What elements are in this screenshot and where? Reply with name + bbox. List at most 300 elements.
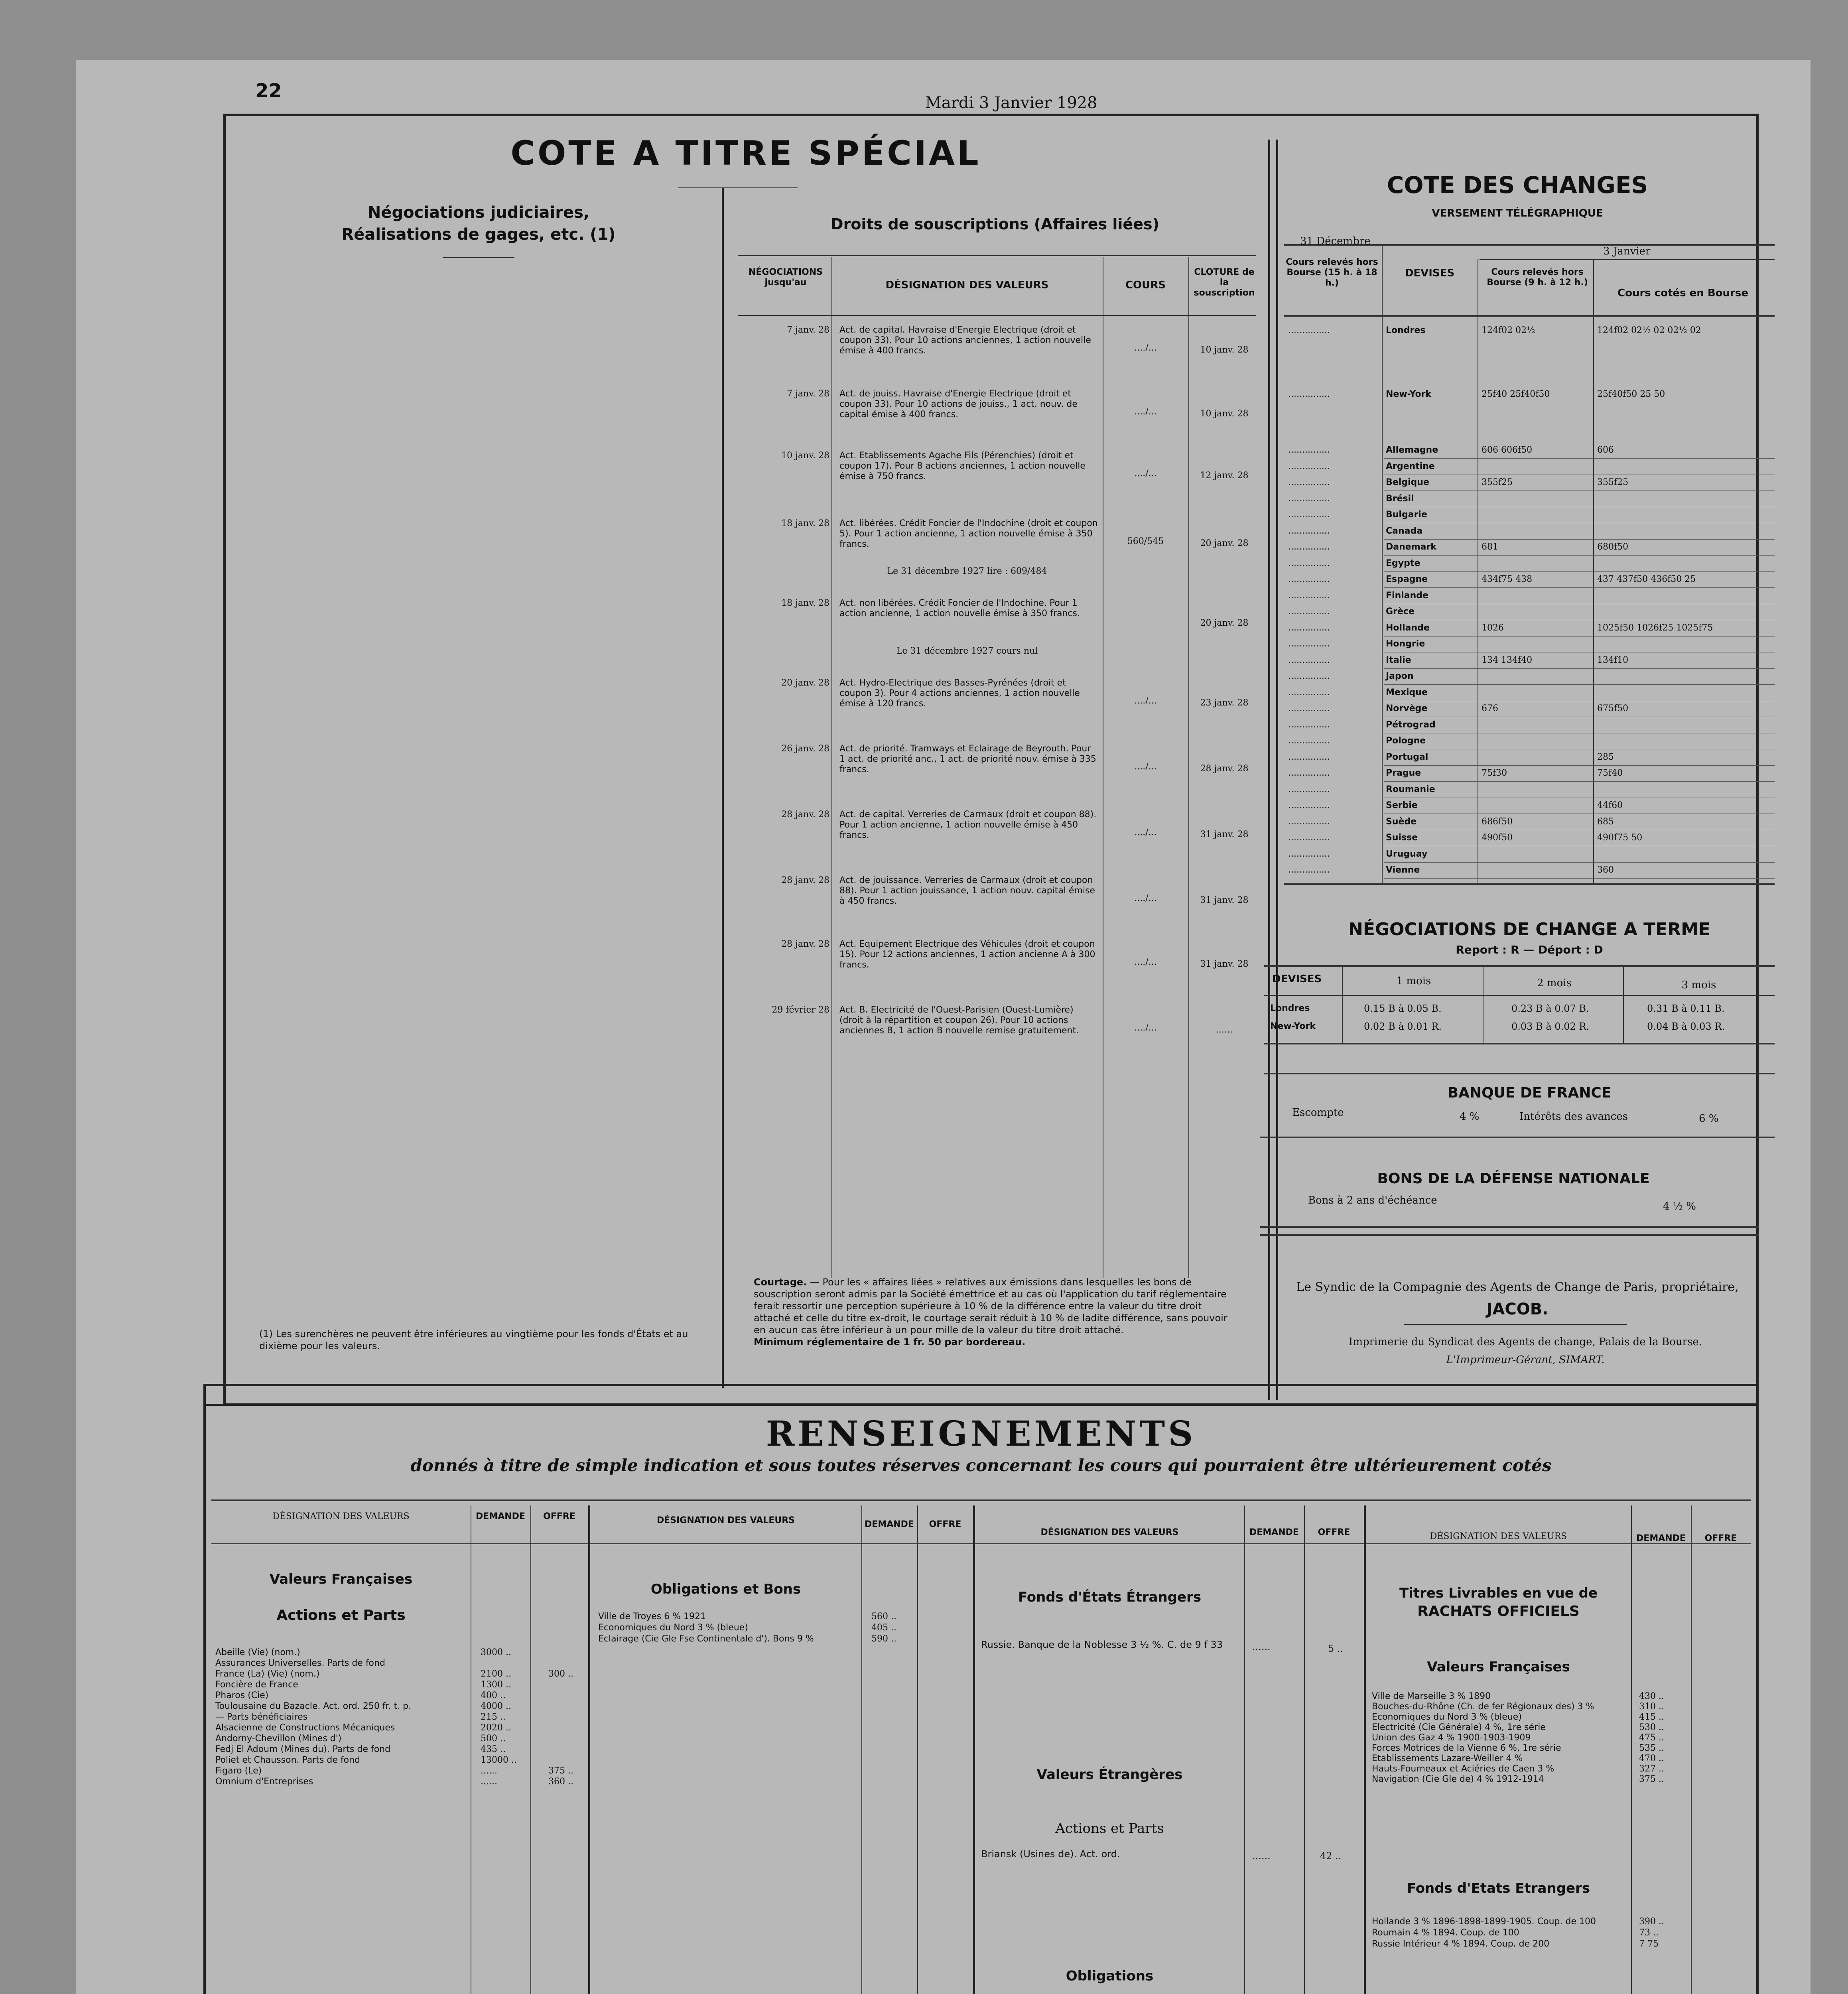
row-devise: Belgique [1386, 477, 1429, 487]
row-date: 28 janv. 28 [781, 875, 829, 885]
row-designation: Act. de capital. Verreries de Carmaux (droit et coupon 88). Pour 1 action ancienne, 1 action nouvelle émise à 450 francs. [839, 810, 1097, 840]
row-rule [1384, 765, 1775, 766]
row-devise: Hongrie [1386, 639, 1425, 649]
row-demande: 560 .. [871, 1612, 896, 1622]
row-devise: Grèce [1386, 607, 1415, 617]
col-header: DÉSIGNATION DES VALEURS [1040, 1527, 1179, 1537]
col-header: OFFRE [1704, 1533, 1737, 1543]
row-name: Union des Gaz 4 % 1900-1903-1909 [1372, 1733, 1531, 1743]
rule [1264, 1073, 1775, 1074]
row-hors-prev: ............... [1288, 719, 1330, 730]
footnote: (1) Les surenchères ne peuvent être inférieures au vingtième pour les fonds d'États et au dixième pour les valeurs. [259, 1328, 688, 1352]
bons-title: BONS DE LA DÉFENSE NATIONALE [1377, 1170, 1650, 1187]
row-hors-prev: ............... [1288, 768, 1330, 778]
rule [1284, 315, 1775, 317]
row-rule [1384, 781, 1775, 782]
row-devise: Norvège [1386, 703, 1428, 713]
rule [1404, 1324, 1627, 1325]
row-demande: 4000 .. [481, 1701, 511, 1711]
col-rule [588, 1505, 590, 1994]
row-demande: 375 .. [1639, 1774, 1664, 1784]
row-cours: ..../... [1134, 469, 1157, 479]
row-cours: ..../... [1134, 696, 1157, 706]
row-rule [1384, 458, 1775, 459]
row-hors-prev: ............... [1288, 542, 1330, 552]
rule [1260, 1137, 1775, 1138]
row-cloture: 20 janv. 28 [1200, 618, 1249, 628]
group-title: Valeurs Étrangères [1036, 1767, 1183, 1783]
col-header: DEMANDE [476, 1511, 525, 1521]
row-cloture: 10 janv. 28 [1200, 409, 1249, 419]
row-rule [1384, 878, 1775, 879]
courtage-min: Minimum réglementaire de 1 fr. 50 par bordereau. [754, 1336, 1026, 1348]
row-cloture: 20 janv. 28 [1200, 538, 1249, 548]
row-name: Omnium d'Entreprises [215, 1777, 313, 1787]
row-hors: 676 [1482, 703, 1498, 713]
row-devise: Mexique [1386, 687, 1428, 698]
row-name: Assurances Universelles. Parts de fond [215, 1658, 385, 1668]
col-rule [1364, 1505, 1366, 1994]
row-date: 28 janv. 28 [781, 810, 829, 820]
row-designation: Act. non libérées. Crédit Foncier de l'Indochine. Pour 1 action ancienne, 1 action nouvelle émise à 350 francs. [839, 598, 1080, 619]
col-header: DÉSIGNATION DES VALEURS [885, 279, 1049, 291]
row-devise: Uruguay [1386, 849, 1428, 859]
col-rule [917, 1505, 918, 1994]
section-title: COTE A TITRE SPÉCIAL [510, 134, 981, 173]
row-devise: Danemark [1386, 542, 1436, 552]
row-name: Eclairage (Cie Gle Fse Continentale d'). Bons 9 % [598, 1634, 814, 1644]
col-rule [1382, 245, 1383, 883]
row-devise: Prague [1386, 768, 1421, 778]
row-cloture: 31 janv. 28 [1200, 895, 1249, 905]
row-hors-prev: ............... [1288, 687, 1330, 698]
row-date: 7 janv. 28 [787, 389, 829, 399]
row-name: Pharos (Cie) [215, 1691, 269, 1700]
col-rule [530, 1505, 531, 1994]
row-name: France (La) (Vie) (nom.) [215, 1669, 320, 1679]
row-m1: 0.15 B à 0.05 B. [1364, 1003, 1442, 1014]
row-name: Economiques du Nord 3 % (bleue) [598, 1623, 748, 1633]
droits-title: Droits de souscriptions (Affaires liées) [831, 215, 1159, 233]
row-cloture: 31 janv. 28 [1200, 830, 1249, 839]
row-offre: 360 .. [548, 1777, 573, 1787]
row-hors: 1026 [1482, 623, 1504, 633]
row-date: 7 janv. 28 [787, 325, 829, 335]
changes-subtitle: VERSEMENT TÉLÉGRAPHIQUE [1432, 207, 1603, 219]
col-header: Cours cotés en Bourse [1617, 287, 1748, 299]
row-designation: Act. Equipement Electrique des Véhicules (droit et coupon 15). Pour 12 actions anciennes, 1 action ancienne A à 300 francs. [839, 939, 1095, 970]
row-m2: 0.23 B à 0.07 B. [1511, 1003, 1589, 1014]
row-name: Hollande 3 % 1896-1898-1899-1905. Coup. de 100 [1372, 1917, 1596, 1927]
row-hors: 134 134f40 [1482, 655, 1533, 665]
renseignements-title: RENSEIGNEMENTS [766, 1414, 1196, 1454]
row-demande: 215 .. [481, 1712, 506, 1722]
row-hors-prev: ............... [1288, 833, 1330, 843]
row-hors-prev: ............... [1288, 703, 1330, 713]
col-rule [1342, 966, 1343, 1044]
printer-line: Imprimerie du Syndicat des Agents de change, Palais de la Bourse. [1349, 1336, 1702, 1348]
row-cote: 360 [1597, 865, 1614, 875]
col-header: DEMANDE [865, 1519, 914, 1529]
row-rule [1384, 571, 1775, 572]
row-hors-prev: ............... [1288, 493, 1330, 504]
row-devise: Pétrograd [1386, 719, 1436, 730]
row-hors: 124f02 02½ [1482, 325, 1535, 335]
rule [1260, 1226, 1759, 1228]
group-title: Obligations et Bons [650, 1581, 801, 1597]
row-date: 20 janv. 28 [781, 678, 829, 688]
row-hors-prev: ............... [1288, 510, 1330, 520]
row-demande: 590 .. [871, 1634, 896, 1644]
terme-title: NÉGOCIATIONS DE CHANGE A TERME [1348, 919, 1710, 940]
row-cours: ..../... [1134, 828, 1157, 837]
row-hors-prev: ............... [1288, 752, 1330, 762]
row-devise: Argentine [1386, 461, 1435, 471]
row-hors-prev: ............... [1288, 477, 1330, 487]
group-title: Actions et Parts [276, 1607, 406, 1624]
row-date: 18 janv. 28 [781, 518, 829, 528]
row-name: Etablissements Lazare-Weiller 4 % [1372, 1754, 1523, 1763]
row-rule [1384, 684, 1775, 685]
row-demande: 310 .. [1639, 1702, 1664, 1712]
row-demande: 535 .. [1639, 1743, 1664, 1753]
col-header: DEMANDE [1249, 1527, 1299, 1537]
bons-value: 4 ½ % [1663, 1200, 1696, 1212]
row-cours: 560/545 [1127, 536, 1164, 546]
group-title: Obligations [1066, 1968, 1154, 1984]
row-hors-prev: ............... [1288, 558, 1330, 568]
rule [1480, 259, 1775, 260]
col-header: DÉSIGNATION DES VALEURS [656, 1515, 795, 1525]
courtage-note [754, 1276, 1232, 1348]
row-name: Alsacienne de Constructions Mécaniques [215, 1723, 395, 1733]
banque-title: BANQUE DE FRANCE [1447, 1085, 1612, 1101]
row-name: — Parts bénéficiaires [215, 1712, 308, 1722]
row-devise: Egypte [1386, 558, 1420, 568]
col-header: 3 mois [1681, 979, 1716, 991]
row-demande: 470 .. [1639, 1754, 1664, 1763]
group-title: Valeurs Françaises [269, 1571, 413, 1587]
rule [1260, 1234, 1759, 1236]
row-cote: 685 [1597, 816, 1614, 827]
row-devise: Portugal [1386, 752, 1428, 762]
rule [211, 1543, 1751, 1544]
col-header: DÉSIGNATION DES VALEURS [1430, 1531, 1567, 1541]
page-number: 22 [255, 80, 282, 102]
row-devise: Vienne [1386, 865, 1420, 875]
group-title: Fonds d'Etats Etrangers [1407, 1880, 1590, 1896]
col-header: DÉSIGNATION DES VALEURS [272, 1511, 410, 1521]
col-header: CLOTURE de la souscription [1194, 267, 1255, 298]
row-date: 29 février 28 [772, 1005, 829, 1015]
rule [1264, 1043, 1775, 1044]
row-cloture: 23 janv. 28 [1200, 698, 1249, 708]
row-devise: Suisse [1386, 833, 1418, 843]
row-designation: Act. de capital. Havraise d'Energie Electrique (droit et coupon 33). Pour 10 actions anciennes, 1 action nouvelle émise à 400 francs. [839, 325, 1091, 356]
col-rule [1188, 257, 1189, 1278]
row-name: Foncière de France [215, 1680, 298, 1690]
row-devise: Espagne [1386, 574, 1428, 584]
row-devise: Bulgarie [1386, 510, 1427, 520]
row-cote: 25f40f50 25 50 [1597, 389, 1665, 399]
row-hors-prev: ............... [1288, 526, 1330, 536]
rule [203, 1404, 1759, 1406]
row-demande: 3000 .. [481, 1647, 511, 1657]
row-rule [1384, 539, 1775, 540]
divider [1268, 140, 1270, 1400]
courtage-text: — Pour les « affaires liées » relatives aux émissions dans lesquelles les bons de souscription seront admis par la Société émettrice et au cas où l'application du tarif réglementaire ferait ressortir une perception supérieure à 10 % de la différence entre la valeur du titre droit attaché et celle du titre ex-droit, le courtage serait réduit à 10 % de ladite différence, sans pouvoir en aucun cas être inférieur à un pour mille de la valeur du titre droit attaché. [754, 1277, 1227, 1336]
divider [1276, 140, 1278, 1400]
row-rule [1384, 587, 1775, 588]
group-title: Titres Livrables en vue de [1399, 1585, 1598, 1601]
changes-title: COTE DES CHANGES [1387, 171, 1648, 199]
row-devise: New-York [1386, 389, 1432, 399]
rule [211, 1499, 1751, 1501]
row-cloture: 10 janv. 28 [1200, 345, 1249, 355]
row-offre: 42 .. [1320, 1850, 1342, 1862]
row-demande: ...... [481, 1766, 497, 1776]
row-devise: Japon [1386, 671, 1414, 681]
row-name: Briansk (Usines de). Act. ord. [981, 1848, 1120, 1860]
row-devise: Pologne [1386, 736, 1426, 746]
row-hors-prev: ............... [1288, 784, 1330, 794]
row-hors-prev: ............... [1288, 461, 1330, 471]
row-rule [1384, 862, 1775, 863]
rule [1284, 883, 1775, 885]
row-hors-prev: ............... [1288, 445, 1330, 455]
col-header: DEMANDE [1636, 1533, 1686, 1543]
row-demande: 327 .. [1639, 1764, 1664, 1774]
syndic-name: JACOB. [1486, 1300, 1549, 1318]
row-demande: 1300 .. [481, 1680, 511, 1690]
row-name: Fedj El Adoum (Mines du). Parts de fond [215, 1744, 391, 1754]
row-name: Ville de Troyes 6 % 1921 [598, 1612, 706, 1622]
row-demande: ...... [1252, 1641, 1271, 1652]
row-name: Abeille (Vie) (nom.) [215, 1647, 300, 1657]
row-cours: ..../... [1134, 893, 1157, 903]
row-designation: Act. Hydro-Electrique des Basses-Pyrénées (droit et coupon 3). Pour 4 actions anciennes, 1 action nouvelle émise à 120 francs. [839, 678, 1080, 709]
row-name: Poliet et Chausson. Parts de fond [215, 1755, 361, 1765]
col-header: Cours relevés hors Bourse (9 h. à 12 h.) [1487, 267, 1588, 288]
col-header: Cours relevés hors Bourse (15 h. à 18 h.) [1286, 257, 1378, 288]
row-offre: 5 .. [1328, 1643, 1344, 1654]
col-rule [973, 1505, 975, 1994]
row-cote: 675f50 [1597, 703, 1629, 713]
row-hors-prev: ............... [1288, 574, 1330, 584]
row-hors: 681 [1482, 542, 1498, 552]
interets-value: 6 % [1699, 1113, 1719, 1125]
escompte-label: Escompte [1292, 1107, 1344, 1119]
row-demande: 530 .. [1639, 1722, 1664, 1732]
row-hors-prev: ............... [1288, 849, 1330, 859]
row-demande: 400 .. [481, 1691, 506, 1700]
row-m1: 0.02 B à 0.01 R. [1364, 1021, 1442, 1032]
row-cote: 1025f50 1026f25 1025f75 [1597, 623, 1713, 633]
row-name: Electricité (Cie Générale) 4 %, 1re série [1372, 1722, 1546, 1732]
row-hors: 355f25 [1482, 477, 1513, 487]
row-name: Navigation (Cie Gle de) 4 % 1912-1914 [1372, 1774, 1544, 1784]
row-hors-prev: ............... [1288, 325, 1330, 335]
row-hors: 25f40 25f40f50 [1482, 389, 1550, 399]
col-header: 2 mois [1537, 977, 1572, 989]
row-devise: Serbie [1386, 800, 1418, 810]
row-hors-prev: ............... [1288, 623, 1330, 633]
row-cours: ..../... [1134, 407, 1157, 417]
row-hors: 75f30 [1482, 768, 1507, 778]
row-devise: Canada [1386, 526, 1423, 536]
row-demande: 73 .. [1639, 1928, 1659, 1938]
row-devise: Italie [1386, 655, 1411, 665]
row-cote: 355f25 [1597, 477, 1629, 487]
rule [1264, 995, 1775, 996]
group-title: Fonds d'États Étrangers [1018, 1589, 1202, 1605]
row-cote: 490f75 50 [1597, 833, 1643, 843]
group-title: Actions et Parts [1055, 1821, 1164, 1836]
date-left: 31 Décembre [1300, 235, 1371, 247]
row-hors-prev: ............... [1288, 639, 1330, 649]
row-cloture: 28 janv. 28 [1200, 764, 1249, 774]
date-right: 3 Janvier [1603, 245, 1651, 257]
row-cote: 134f10 [1597, 655, 1629, 665]
row-hors-prev: ............... [1288, 736, 1330, 746]
divider [722, 187, 724, 1388]
row-name: Figaro (Le) [215, 1766, 262, 1776]
renseignements-subtitle: donnés à titre de simple indication et sous toutes réserves concernant les cours qui pourraient être ultérieurement cotés [410, 1456, 1552, 1475]
courtage-title: Courtage. [754, 1277, 807, 1288]
syndic-line: Le Syndic de la Compagnie des Agents de Change de Paris, propriétaire, [1296, 1280, 1739, 1294]
row-rule [1384, 555, 1775, 556]
row-demande: 405 .. [871, 1623, 896, 1633]
row-m3: 0.04 B à 0.03 R. [1647, 1021, 1725, 1032]
row-hors-prev: ............... [1288, 655, 1330, 665]
row-devise: Allemagne [1386, 445, 1438, 455]
row-cote: 44f60 [1597, 800, 1623, 810]
row-note: Le 31 décembre 1927 lire : 609/484 [887, 566, 1047, 576]
row-m2: 0.03 B à 0.02 R. [1511, 1021, 1590, 1032]
row-name: Roumain 4 % 1894. Coup. de 100 [1372, 1928, 1519, 1938]
sub-title: Réalisations de gages, etc. (1) [341, 225, 616, 244]
group-title: Valeurs Françaises [1427, 1659, 1570, 1675]
col-header: DEVISES [1272, 973, 1322, 985]
row-demande: 435 .. [481, 1744, 506, 1754]
row-hors-prev: ............... [1288, 671, 1330, 681]
sub-title: Négociations judiciaires, [367, 203, 590, 222]
row-hors-prev: ............... [1288, 607, 1330, 617]
row-offre: 375 .. [548, 1766, 573, 1776]
escompte-value: 4 % [1460, 1111, 1480, 1123]
row-devise: New-York [1270, 1021, 1316, 1031]
row-cloture: 12 janv. 28 [1200, 471, 1249, 481]
row-name: Russie. Banque de la Noblesse 3 ½ %. C. de 9 f 33 [981, 1639, 1223, 1650]
table-row [981, 1639, 1223, 1650]
row-devise: Finlande [1386, 590, 1428, 601]
row-date: 10 janv. 28 [781, 451, 829, 461]
terme-legend: Report : R — Déport : D [1456, 943, 1603, 956]
row-demande: 13000 .. [481, 1755, 517, 1765]
interets-label: Intérêts des avances [1519, 1111, 1628, 1123]
row-cloture: ...... [1216, 1025, 1233, 1035]
col-header: OFFRE [929, 1519, 961, 1529]
row-cours: ..../... [1134, 957, 1157, 967]
col-header: COURS [1125, 279, 1166, 291]
col-rule [1623, 966, 1624, 1044]
row-designation: Act. B. Electricité de l'Ouest-Parisien (Ouest-Lumière) (droit à la répartition et coupon 26). Pour 10 actions anciennes B, 1 action B nouvelle remise gratuitement. [839, 1005, 1079, 1036]
row-designation: Act. Etablissements Agache Fils (Pérenchies) (droit et coupon 17). Pour 8 actions anciennes, 1 action nouvelle émise à 750 francs. [839, 451, 1086, 481]
row-offre: 300 .. [548, 1669, 573, 1679]
col-rule [861, 1505, 862, 1994]
row-hors-prev: ............... [1288, 865, 1330, 875]
row-m3: 0.31 B à 0.11 B. [1647, 1003, 1725, 1014]
row-cote: 285 [1597, 752, 1614, 762]
row-date: 26 janv. 28 [781, 744, 829, 754]
rule [738, 315, 1256, 316]
col-header: NÉGOCIATIONS jusqu'au [748, 267, 823, 288]
row-hors: 490f50 [1482, 833, 1513, 843]
row-name: Hauts-Fourneaux et Aciéries de Caen 3 % [1372, 1764, 1554, 1774]
row-devise: Hollande [1386, 623, 1430, 633]
row-cote: 437 437f50 436f50 25 [1597, 574, 1696, 584]
rule [738, 255, 1256, 256]
col-rule [1631, 1505, 1632, 1994]
row-cote: 680f50 [1597, 542, 1629, 552]
row-cours: ..../... [1134, 762, 1157, 772]
col-header: 1 mois [1396, 975, 1431, 987]
row-demande: 7 75 [1639, 1939, 1659, 1949]
row-cours: ..../... [1134, 1023, 1157, 1033]
row-name: Forces Motrices de la Vienne 6 %, 1re série [1372, 1743, 1561, 1753]
row-note: Le 31 décembre 1927 cours nul [896, 646, 1038, 656]
col-rule [831, 257, 832, 1278]
row-hors-prev: ............... [1288, 389, 1330, 399]
bottom-section-frame [203, 1384, 1759, 1994]
row-demande: 390 .. [1639, 1917, 1664, 1927]
rule [1264, 965, 1775, 967]
row-devise: Suède [1386, 816, 1417, 827]
row-cote: 124f02 02½ 02 02½ 02 [1597, 325, 1701, 335]
row-demande: 430 .. [1639, 1691, 1664, 1701]
col-rule [1244, 1505, 1245, 1994]
row-demande: 2020 .. [481, 1723, 511, 1733]
col-rule [1691, 1505, 1692, 1994]
col-rule [1304, 1505, 1305, 1994]
row-name: Bouches-du-Rhône (Ch. de fer Régionaux des) 3 % [1372, 1702, 1594, 1712]
row-name: Ville de Marseille 3 % 1890 [1372, 1691, 1491, 1701]
row-hors: 434f75 438 [1482, 574, 1533, 584]
row-name: Andorny-Chevillon (Mines d') [215, 1734, 342, 1744]
row-demande: 500 .. [481, 1734, 506, 1744]
row-demande: ...... [481, 1777, 497, 1787]
row-designation: Act. de priorité. Tramways et Eclairage de Beyrouth. Pour 1 act. de priorité anc., 1 act. de priorité nouv. émise à 335 francs. [839, 744, 1096, 774]
group-title: RACHATS OFFICIELS [1417, 1603, 1580, 1620]
col-header: OFFRE [543, 1511, 575, 1521]
row-demande: 475 .. [1639, 1733, 1664, 1743]
row-devise: Londres [1386, 325, 1426, 335]
row-designation: Act. de jouiss. Havraise d'Energie Electrique (droit et coupon 33). Pour 10 actions de jouiss., 1 act. nouv. de capital émise à 400 francs. [839, 389, 1078, 420]
rule [678, 187, 798, 188]
row-date: 18 janv. 28 [781, 598, 829, 608]
row-rule [1384, 668, 1775, 669]
row-hors: 606 606f50 [1482, 445, 1533, 455]
row-cote: 75f40 [1597, 768, 1623, 778]
row-designation: Act. de jouissance. Verreries de Carmaux (droit et coupon 88). Pour 1 action jouissance, 1 action nouv. capital émise à 450 francs. [839, 875, 1095, 906]
row-devise: Brésil [1386, 493, 1414, 504]
row-demande: ...... [1252, 1850, 1271, 1862]
col-header: OFFRE [1318, 1527, 1350, 1537]
row-hors-prev: ............... [1288, 590, 1330, 601]
row-cloture: 31 janv. 28 [1200, 959, 1249, 969]
row-devise: Roumanie [1386, 784, 1435, 794]
row-hors-prev: ............... [1288, 816, 1330, 827]
